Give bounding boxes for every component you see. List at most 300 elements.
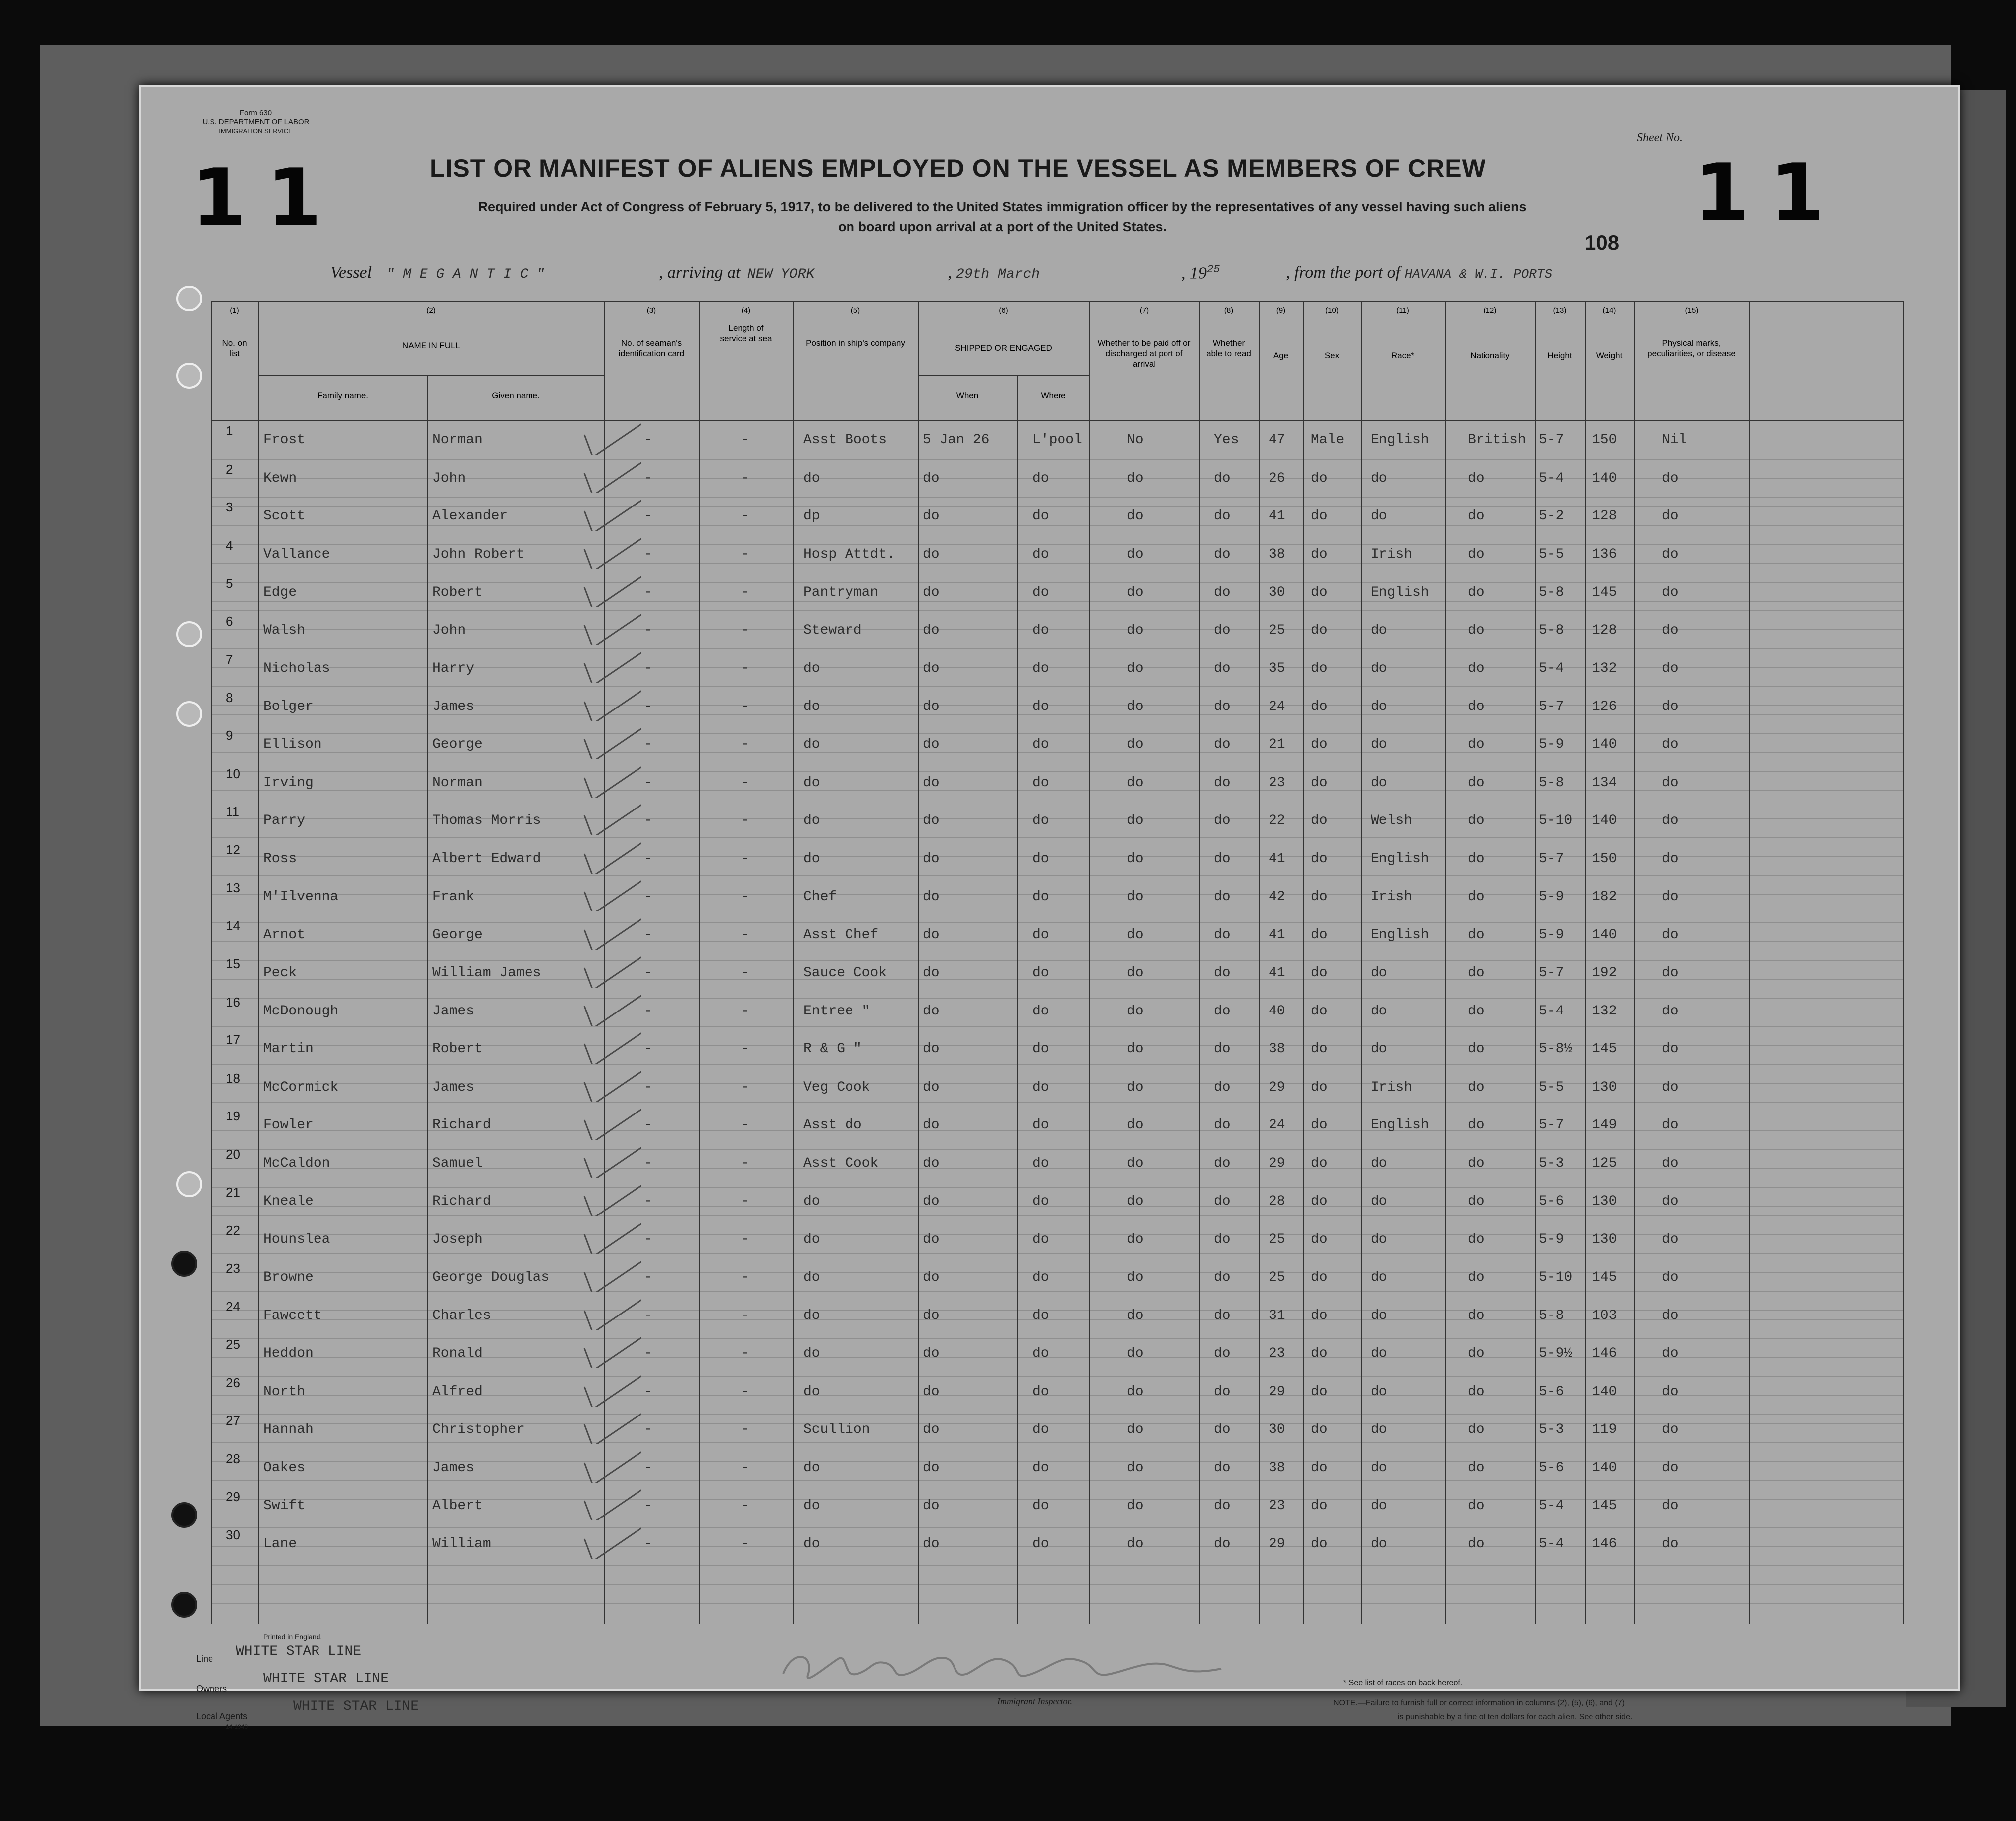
cell-given: Robert — [432, 585, 483, 600]
cell-read: do — [1214, 1346, 1231, 1361]
col-12-number: (12) — [1483, 306, 1497, 315]
cell-nat: do — [1468, 1117, 1485, 1133]
cell-age: 24 — [1269, 699, 1285, 714]
cell-nat: do — [1468, 1460, 1485, 1476]
cell-race: do — [1371, 508, 1387, 524]
cell-given: Thomas Morris — [432, 813, 541, 828]
cell-marks: do — [1662, 508, 1679, 524]
form-code: 14-1940 — [226, 1723, 248, 1730]
cell-card: - — [644, 585, 652, 600]
cell-height: 5-4 — [1539, 470, 1564, 486]
row-number: 11 — [226, 804, 239, 819]
cell-where: do — [1032, 1041, 1049, 1057]
cell-position: Asst Cook — [803, 1155, 879, 1171]
cell-when: do — [923, 927, 940, 943]
cell-sex: do — [1311, 775, 1328, 791]
cell-race: English — [1371, 432, 1429, 448]
cell-given: John — [432, 470, 466, 486]
cell-paid: do — [1127, 1003, 1144, 1019]
cell-position: do — [803, 1308, 820, 1323]
cell-height: 5-4 — [1539, 661, 1564, 676]
cell-position: do — [803, 737, 820, 752]
cell-weight: 134 — [1592, 775, 1617, 791]
check-mark — [582, 610, 641, 645]
cell-position: Asst do — [803, 1117, 862, 1133]
cell-card: - — [644, 470, 652, 486]
check-mark — [582, 1257, 641, 1292]
cell-paid: do — [1127, 1536, 1144, 1552]
cell-age: 29 — [1269, 1079, 1285, 1095]
cell-given: Joseph — [432, 1231, 483, 1247]
cell-family: Kneale — [263, 1194, 314, 1209]
cell-sex: do — [1311, 699, 1328, 714]
cell-weight: 128 — [1592, 508, 1617, 524]
cell-nat: do — [1468, 1308, 1485, 1323]
row-number: 7 — [226, 652, 233, 667]
cell-paid: do — [1127, 1194, 1144, 1209]
cell-family: Heddon — [263, 1346, 314, 1361]
service-name: IMMIGRATION SERVICE — [219, 127, 293, 135]
cell-height: 5-9 — [1539, 1231, 1564, 1247]
cell-marks: do — [1662, 546, 1679, 562]
col-header-no-on-list: No. on list — [222, 338, 247, 358]
col-15-number: (15) — [1685, 306, 1698, 315]
cell-height: 5-7 — [1539, 965, 1564, 981]
cell-family: Nicholas — [263, 661, 330, 676]
cell-when: 5 Jan 26 — [923, 432, 990, 448]
cell-read: do — [1214, 851, 1231, 867]
local-agents-label: Local Agents — [196, 1711, 248, 1721]
col-14-number: (14) — [1602, 306, 1616, 315]
cell-height: 5-7 — [1539, 699, 1564, 714]
cell-service: - — [741, 1117, 749, 1133]
check-mark — [582, 1181, 641, 1216]
cell-read: do — [1214, 1536, 1231, 1552]
cell-paid: do — [1127, 585, 1144, 600]
cell-nat: do — [1468, 1346, 1485, 1361]
cell-service: - — [741, 1536, 749, 1552]
cell-paid: do — [1127, 1460, 1144, 1476]
cell-where: do — [1032, 1308, 1049, 1323]
cell-nat: do — [1468, 699, 1485, 714]
row-number: 18 — [226, 1070, 240, 1086]
penalty-note-1: NOTE.—Failure to furnish full or correct information in columns (2), (5), (6), and (7) — [1333, 1699, 1625, 1707]
page-subtitle — [355, 197, 1649, 237]
check-mark — [582, 1524, 641, 1559]
cell-card: - — [644, 508, 652, 524]
cell-service: - — [741, 1308, 749, 1323]
cell-service: - — [741, 1155, 749, 1171]
cell-race: do — [1371, 1536, 1387, 1552]
cell-read: Yes — [1214, 432, 1239, 448]
arrival-year — [1181, 263, 1220, 283]
cell-paid: do — [1127, 813, 1144, 828]
cell-race: Welsh — [1371, 813, 1413, 828]
cell-nat: do — [1468, 508, 1485, 524]
cell-position: do — [803, 699, 820, 714]
cell-sex: do — [1311, 889, 1328, 905]
cell-marks: do — [1662, 927, 1679, 943]
vessel-line — [330, 263, 545, 282]
col-header-when: When — [956, 391, 979, 400]
cell-read: do — [1214, 1308, 1231, 1323]
cell-nat: do — [1468, 1003, 1485, 1019]
cell-when: do — [923, 699, 940, 714]
cell-race: English — [1371, 1117, 1429, 1133]
cell-read: do — [1214, 1155, 1231, 1171]
cell-card: - — [644, 699, 652, 714]
cell-weight: 140 — [1592, 737, 1617, 752]
cell-read: do — [1214, 965, 1231, 981]
cell-weight: 140 — [1592, 927, 1617, 943]
cell-when: do — [923, 1194, 940, 1209]
cell-nat: British — [1468, 432, 1526, 448]
cell-marks: do — [1662, 1117, 1679, 1133]
cell-family: McCaldon — [263, 1155, 330, 1171]
cell-age: 41 — [1269, 927, 1285, 943]
cell-paid: do — [1127, 775, 1144, 791]
cell-height: 5-9 — [1539, 737, 1564, 752]
manifest-page — [139, 85, 1960, 1730]
col-header-age: Age — [1273, 351, 1289, 360]
col-11-number: (11) — [1396, 306, 1409, 315]
check-mark — [582, 534, 641, 569]
cell-nat: do — [1468, 965, 1485, 981]
cell-nat: do — [1468, 813, 1485, 828]
cell-age: 41 — [1269, 851, 1285, 867]
cell-given: Richard — [432, 1194, 491, 1209]
cell-nat: do — [1468, 661, 1485, 676]
cell-sex: do — [1311, 1270, 1328, 1285]
cell-family: Kewn — [263, 470, 297, 486]
cell-age: 29 — [1269, 1384, 1285, 1400]
line-value: WHITE STAR LINE — [236, 1644, 362, 1659]
cell-where: do — [1032, 1194, 1049, 1209]
cell-sex: do — [1311, 1384, 1328, 1400]
printed-in-england: Printed in England. — [263, 1633, 322, 1641]
row-number: 12 — [226, 842, 240, 857]
cell-paid: do — [1127, 1422, 1144, 1437]
cell-paid: do — [1127, 965, 1144, 981]
cell-age: 30 — [1269, 585, 1285, 600]
cell-when: do — [923, 1498, 940, 1514]
cell-where: do — [1032, 622, 1049, 638]
cell-race: do — [1371, 1346, 1387, 1361]
cell-sex: do — [1311, 1498, 1328, 1514]
cell-when: do — [923, 1308, 940, 1323]
cell-service: - — [741, 775, 749, 791]
cell-card: - — [644, 1422, 652, 1437]
cell-family: Bolger — [263, 699, 314, 714]
cell-weight: 103 — [1592, 1308, 1617, 1323]
cell-card: - — [644, 1498, 652, 1514]
cell-where: do — [1032, 699, 1049, 714]
cell-where: do — [1032, 775, 1049, 791]
cell-position: Asst Boots — [803, 432, 887, 448]
cell-family: Scott — [263, 508, 306, 524]
cell-where: do — [1032, 508, 1049, 524]
cell-given: George — [432, 737, 483, 752]
cell-read: do — [1214, 585, 1231, 600]
cell-paid: do — [1127, 1270, 1144, 1285]
cell-sex: do — [1311, 622, 1328, 638]
check-mark — [582, 648, 641, 683]
cell-service: - — [741, 965, 749, 981]
cell-sex: do — [1311, 470, 1328, 486]
cell-age: 47 — [1269, 432, 1285, 448]
cell-age: 25 — [1269, 622, 1285, 638]
cell-paid: do — [1127, 1498, 1144, 1514]
cell-where: do — [1032, 1155, 1049, 1171]
cell-family: Frost — [263, 432, 306, 448]
punch-hole — [171, 1251, 197, 1277]
cell-position: do — [803, 661, 820, 676]
cell-family: Arnot — [263, 927, 306, 943]
cell-when: do — [923, 965, 940, 981]
cell-marks: do — [1662, 1079, 1679, 1095]
cell-family: M'Ilvenna — [263, 889, 339, 905]
check-mark — [582, 687, 641, 721]
cell-marks: do — [1662, 1460, 1679, 1476]
cell-when: do — [923, 775, 940, 791]
from-label: , from the port of — [1286, 263, 1401, 282]
cell-card: - — [644, 546, 652, 562]
punch-hole — [176, 286, 202, 311]
cell-card: - — [644, 622, 652, 638]
cell-given: Albert Edward — [432, 851, 541, 867]
cell-position: Pantryman — [803, 585, 879, 600]
col-header-sex: Sex — [1324, 351, 1340, 360]
cell-height: 5-8 — [1539, 1308, 1564, 1323]
punch-hole — [176, 701, 202, 727]
cell-position: Veg Cook — [803, 1079, 870, 1095]
cell-card: - — [644, 889, 652, 905]
cell-given: James — [432, 699, 475, 714]
cell-age: 38 — [1269, 1460, 1285, 1476]
cell-when: do — [923, 585, 940, 600]
cell-family: Oakes — [263, 1460, 306, 1476]
cell-when: do — [923, 1041, 940, 1057]
cell-sex: do — [1311, 1079, 1328, 1095]
cell-height: 5-8 — [1539, 622, 1564, 638]
col-header-able-to-read: Whether able to read — [1206, 338, 1251, 358]
cell-card: - — [644, 661, 652, 676]
cell-read: do — [1214, 813, 1231, 828]
cell-service: - — [741, 1498, 749, 1514]
check-mark — [582, 1296, 641, 1330]
cell-height: 5-8 — [1539, 585, 1564, 600]
cell-weight: 146 — [1592, 1346, 1617, 1361]
cell-where: do — [1032, 1536, 1049, 1552]
cell-when: do — [923, 1536, 940, 1552]
check-mark — [582, 991, 641, 1026]
cell-nat: do — [1468, 1155, 1485, 1171]
cell-read: do — [1214, 1422, 1231, 1437]
cell-position: do — [803, 1194, 820, 1209]
cell-given: Norman — [432, 432, 483, 448]
cell-family: Ellison — [263, 737, 322, 752]
cell-position: Scullion — [803, 1422, 870, 1437]
row-number: 16 — [226, 994, 240, 1010]
cell-nat: do — [1468, 737, 1485, 752]
row-number: 25 — [226, 1337, 240, 1352]
cell-race: do — [1371, 1460, 1387, 1476]
cell-service: - — [741, 661, 749, 676]
cell-given: James — [432, 1079, 475, 1095]
cell-service: - — [741, 889, 749, 905]
cell-paid: do — [1127, 1079, 1144, 1095]
cell-read: do — [1214, 1117, 1231, 1133]
cell-marks: do — [1662, 1231, 1679, 1247]
cell-race: do — [1371, 1231, 1387, 1247]
cell-race: do — [1371, 1384, 1387, 1400]
cell-weight: 182 — [1592, 889, 1617, 905]
cell-given: William — [432, 1536, 491, 1552]
cell-family: North — [263, 1384, 306, 1400]
cell-read: do — [1214, 1079, 1231, 1095]
check-mark — [582, 420, 641, 455]
cell-when: do — [923, 661, 940, 676]
cell-family: Browne — [263, 1270, 314, 1285]
col-header-id-card: No. of seaman's identification card — [618, 338, 685, 358]
cell-family: McCormick — [263, 1079, 339, 1095]
cell-card: - — [644, 927, 652, 943]
cell-race: do — [1371, 1498, 1387, 1514]
row-number: 9 — [226, 728, 233, 743]
cell-age: 29 — [1269, 1155, 1285, 1171]
cell-age: 35 — [1269, 661, 1285, 676]
col-header-service-length: Length of service at sea — [720, 323, 772, 343]
cell-read: do — [1214, 1194, 1231, 1209]
cell-service: - — [741, 432, 749, 448]
cell-age: 41 — [1269, 508, 1285, 524]
cell-height: 5-3 — [1539, 1155, 1564, 1171]
cell-race: do — [1371, 470, 1387, 486]
cell-sex: do — [1311, 1194, 1328, 1209]
cell-weight: 125 — [1592, 1155, 1617, 1171]
cell-paid: do — [1127, 508, 1144, 524]
row-number: 3 — [226, 500, 233, 514]
cell-age: 28 — [1269, 1194, 1285, 1209]
cell-given: Ronald — [432, 1346, 483, 1361]
cell-card: - — [644, 1270, 652, 1285]
cell-height: 5-4 — [1539, 1003, 1564, 1019]
check-mark — [582, 496, 641, 531]
year-value: 25 — [1207, 263, 1220, 276]
cell-service: - — [741, 813, 749, 828]
cell-where: do — [1032, 1270, 1049, 1285]
cell-paid: do — [1127, 470, 1144, 486]
punch-hole — [171, 1502, 197, 1528]
check-mark — [582, 1333, 641, 1368]
row-number: 8 — [226, 690, 233, 705]
check-mark — [582, 458, 641, 493]
cell-sex: do — [1311, 965, 1328, 981]
cell-marks: do — [1662, 1194, 1679, 1209]
cell-sex: do — [1311, 1117, 1328, 1133]
cell-position: do — [803, 1536, 820, 1552]
line-label: Line — [196, 1654, 213, 1664]
cell-sex: do — [1311, 1346, 1328, 1361]
inspector-signature — [773, 1639, 1251, 1694]
check-mark — [582, 877, 641, 911]
cell-age: 23 — [1269, 1346, 1285, 1361]
cell-nat: do — [1468, 1498, 1485, 1514]
cell-age: 38 — [1269, 1041, 1285, 1057]
cell-given: George Douglas — [432, 1270, 550, 1285]
page-title: LIST OR MANIFEST OF ALIENS EMPLOYED ON THE VESSEL AS MEMBERS OF CREW — [430, 154, 1486, 182]
cell-age: 29 — [1269, 1536, 1285, 1552]
cell-nat: do — [1468, 1194, 1485, 1209]
cell-age: 25 — [1269, 1231, 1285, 1247]
cell-card: - — [644, 1460, 652, 1476]
cell-sex: Male — [1311, 432, 1345, 448]
punch-hole — [171, 1592, 197, 1618]
cell-service: - — [741, 1384, 749, 1400]
cell-service: - — [741, 508, 749, 524]
cell-weight: 130 — [1592, 1231, 1617, 1247]
cell-read: do — [1214, 622, 1231, 638]
row-number: 27 — [226, 1413, 240, 1428]
cell-service: - — [741, 927, 749, 943]
cell-weight: 145 — [1592, 1498, 1617, 1514]
cell-nat: do — [1468, 1079, 1485, 1095]
check-mark — [582, 1219, 641, 1254]
cell-service: - — [741, 1041, 749, 1057]
cell-given: Albert — [432, 1498, 483, 1514]
cell-paid: do — [1127, 1155, 1144, 1171]
cell-race: do — [1371, 1422, 1387, 1437]
cell-nat: do — [1468, 546, 1485, 562]
cell-service: - — [741, 546, 749, 562]
cell-position: Asst Chef — [803, 927, 879, 943]
cell-paid: do — [1127, 1308, 1144, 1323]
cell-card: - — [644, 813, 652, 828]
owners-value: WHITE STAR LINE — [263, 1671, 389, 1687]
cell-marks: do — [1662, 889, 1679, 905]
row-number: 22 — [226, 1222, 240, 1238]
cell-height: 5-6 — [1539, 1194, 1564, 1209]
cell-where: do — [1032, 889, 1049, 905]
cell-given: John Robert — [432, 546, 525, 562]
cell-paid: do — [1127, 699, 1144, 714]
cell-nat: do — [1468, 1231, 1485, 1247]
cell-card: - — [644, 965, 652, 981]
cell-age: 26 — [1269, 470, 1285, 486]
cell-age: 30 — [1269, 1422, 1285, 1437]
cell-when: do — [923, 546, 940, 562]
cell-marks: do — [1662, 813, 1679, 828]
check-mark — [582, 839, 641, 874]
vessel-label: Vessel — [330, 263, 372, 282]
cell-card: - — [644, 1231, 652, 1247]
cell-service: - — [741, 1231, 749, 1247]
cell-when: do — [923, 1346, 940, 1361]
cell-race: do — [1371, 1194, 1387, 1209]
cell-weight: 192 — [1592, 965, 1617, 981]
cell-where: do — [1032, 1498, 1049, 1514]
cell-sex: do — [1311, 1003, 1328, 1019]
cell-card: - — [644, 1384, 652, 1400]
cell-card: - — [644, 1117, 652, 1133]
cell-read: do — [1214, 737, 1231, 752]
cell-paid: do — [1127, 1384, 1144, 1400]
check-mark — [582, 572, 641, 607]
check-mark — [582, 763, 641, 798]
cell-weight: 136 — [1592, 546, 1617, 562]
cell-card: - — [644, 1041, 652, 1057]
cell-age: 22 — [1269, 813, 1285, 828]
